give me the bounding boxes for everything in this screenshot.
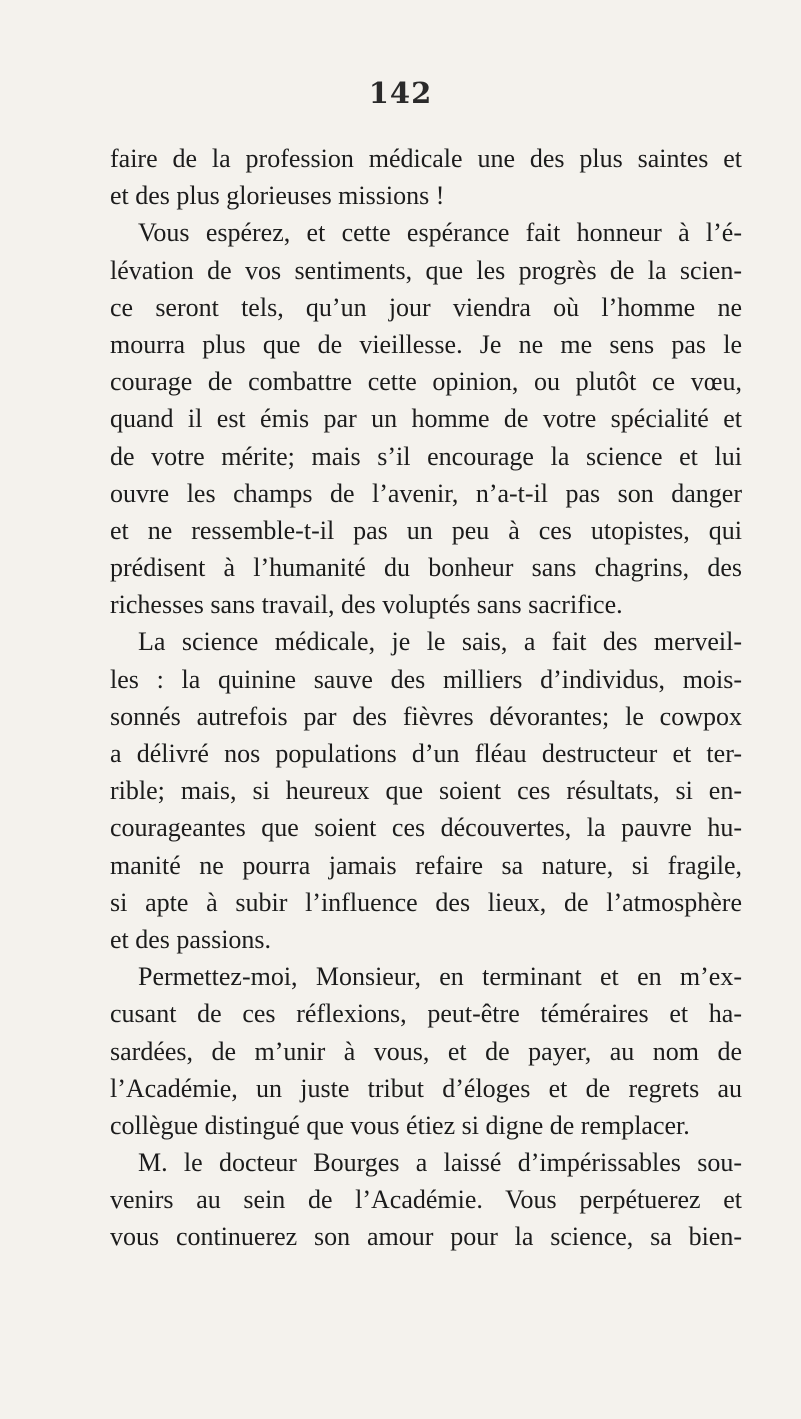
text-line: faire de la profession médicale une des plus saintes et (110, 144, 742, 173)
text-line: les : la quinine sauve des milliers d’individus, mois- (110, 664, 742, 694)
page-number: 142 (368, 76, 433, 110)
text-line: sonnés autrefois par des fièvres dévorantes; le cowpox (110, 701, 742, 731)
text-line: lévation de vos sentiments, que les progrès de la scien- (110, 255, 742, 285)
text-line: mourra plus que de vieillesse. Je ne me sens pas le (110, 329, 742, 359)
text-line: et des passions. (110, 924, 272, 954)
text-line: de votre mérite; mais s’il encourage la science et lui (110, 441, 742, 471)
text-line: Permettez-moi, Monsieur, en terminant et en m’ex- (138, 962, 742, 992)
text-line: La science médicale, je le sais, a fait des merveil- (138, 627, 742, 657)
text-line: prédisent à l’humanité du bonheur sans chagrins, des (110, 553, 742, 583)
text-line: courageantes que soient ces découvertes, la pauvre hu- (110, 813, 742, 843)
text-line: manité ne pourra jamais refaire sa nature, si fragile, (110, 850, 742, 880)
text-line: courage de combattre cette opinion, ou plutôt ce vœu, (110, 367, 742, 397)
text-line: Vous espérez, et cette espérance fait honneur à l’é- (138, 218, 742, 248)
text-line: et des plus glorieuses missions ! (110, 181, 445, 211)
text-line: ouvre les champs de l’avenir, n’a-t-il pas son danger (110, 478, 742, 508)
text-line: a délivré nos populations d’un fléau destructeur et ter- (110, 739, 742, 768)
text-line: rible; mais, si heureux que soient ces résultats, si en- (110, 776, 742, 806)
text-line: richesses sans travail, des voluptés sans sacrifice. (110, 590, 623, 620)
text-line: et ne ressemble-t-il pas un peu à ces utopistes, qui (110, 515, 742, 545)
text-line: cusant de ces réflexions, peut-être téméraires et ha- (110, 999, 742, 1029)
text-line: quand il est émis par un homme de votre spécialité et (110, 404, 742, 434)
text-line: l’Académie, un juste tribut d’éloges et de regrets au (110, 1073, 742, 1103)
text-line: si apte à subir l’influence des lieux, de l’atmosphère (110, 887, 742, 917)
text-line: collègue distingué que vous étiez si digne de remplacer. (110, 1110, 690, 1140)
body-text (110, 140, 742, 1256)
text-line: vous continuerez son amour pour la science, sa bien- (110, 1222, 742, 1252)
text-line: ce seront tels, qu’un jour viendra où l’homme ne (110, 292, 742, 322)
text-line: sardées, de m’unir à vous, et de payer, au nom de (110, 1036, 742, 1066)
text-line: venirs au sein de l’Académie. Vous perpétuerez et (110, 1185, 742, 1215)
text-line: M. le docteur Bourges a laissé d’impérissables sou- (138, 1148, 742, 1178)
